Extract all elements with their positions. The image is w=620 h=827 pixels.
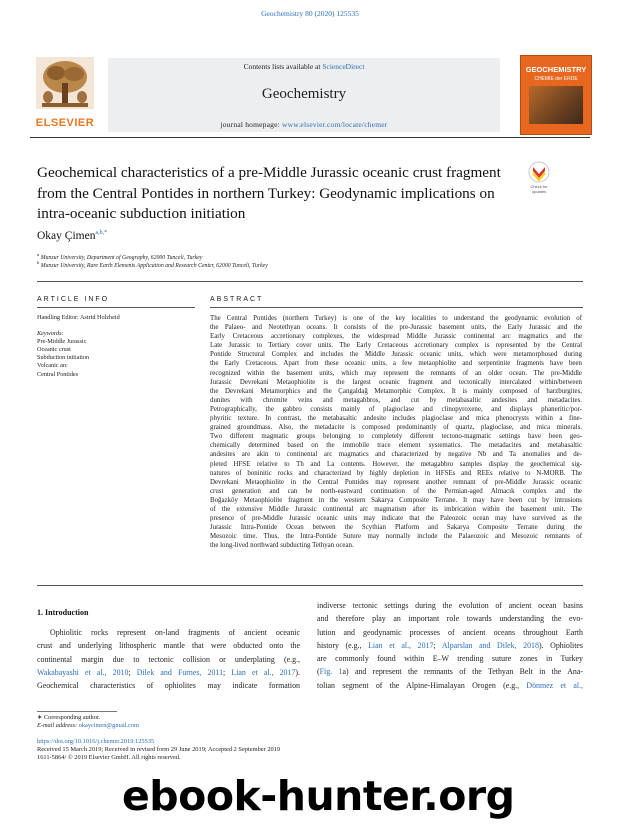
abstract-divider [210,307,583,308]
keyword: Subduction initiation [37,354,90,362]
title-line: Geochemical characteristics of a pre-Middle Jurassic oceanic crust fragment [37,164,501,181]
handling-editor: Handling Editor: Astrid Holzheid [37,314,120,321]
corresponding-label: Corresponding author. [43,714,101,721]
abstract-heading: ABSTRACT [210,296,264,303]
abstract-line: Mesozoic time. Thus, the Intra-Pontide Suture may normally include the Palaeozoic and Mesozoic remnants of [210,533,582,541]
abstract-line: recognized within the basement units, which may represent the remnants of an older ocean. The pre-Middle [210,369,582,377]
affiliation-text: Munzur University, Rare Earth Elements Application and Research Center, 62000 Tunceli, Turkey [40,262,268,269]
introduction-left-column [37,626,300,692]
abstract-line: presence of pre-Middle Jurassic oceanic units may indicate that the Paleozoic ocean may have survived as the [210,515,582,523]
title-line: from the Central Pontides in northern Turkey: Geodynamic implications on [37,184,495,202]
abstract-line: Devrekani Metaophiolite in the Central Pontides may represent another remnant of pre-Middle Jurassic oceanic [210,478,582,486]
journal-header [30,55,590,138]
divider [37,281,583,282]
journal-reference[interactable]: Geochemistry 80 (2020) 125535 [261,9,359,18]
abstract-line: Petrographically, the gabbro consists mainly of plagioclase and clinopyroxene, and displays phaneritic/por- [210,405,582,413]
elsevier-tree-icon [36,57,94,109]
keyword: Volcanic arc [37,362,68,370]
crossmark-badge[interactable] [524,161,554,197]
article-info-block [37,314,187,379]
abstract-line: Pontide Structural Complex and includes the Middle Jurassic oceanic units, which were metamorphosed during [210,351,582,359]
author-affiliation-marks[interactable]: a,b,* [95,230,108,237]
abstract-line: The Central Pontides (northern Turkey) is one of the key localities to understand the geodynamic evolution of [210,315,582,322]
abstract-line: crust generation and can be north-eastward continuation of the Permian-aged Almacık complex and the [210,487,582,495]
abstract-line: the Palaeo- and Neotethyan oceans. It consists of the pre-Jurassic basement units, the Early Jurassic and the [210,324,582,332]
abstract-line: of the extensive Middle Jurassic continental arc magmatism after its imbrication within the basement unit. The [210,505,582,513]
text-line: and therefore play an important role towards understanding the evo- [317,614,583,624]
homepage-line [108,120,500,129]
abstract-line: the Devrekani Metamorphics and the Çangaldağ Metamorphic Complex. It is mainly composed of harzburgites, [210,387,582,395]
text-line-with-citations[interactable]: tolian segment of the Alpine-Himalayan Orogen (e.g., Dönmez et al., [317,680,583,690]
abstract-line: Jurassic Intra-Pontide Ocean between the Scythian Platform and Sakarya Composite Terrane during the [210,524,582,532]
text-line: indiverse tectonic settings during the evolution of ancient ocean basins [317,601,583,610]
abstract-line: Early Cretaceous accretionary complexes, the widespread Middle Jurassic continental arc magmatics and the [210,333,582,341]
abstract-body [210,314,582,550]
author-line [37,230,107,242]
keyword: Pre-Middle Jurassic [37,338,87,346]
divider [37,585,583,586]
text-line: continental margin due to tectonic collision or underplating (e.g., [37,654,300,664]
abstract-line: the Early Cretaceous. Apart from these oceanic units, a few metaophiolite and serpentinite fragments have been [210,360,582,368]
abstract-line: natures of boninitic rocks and characterized by highly depletion in HFSEs and REEs relative to N-MORB. The [210,469,582,477]
abstract-line: andesites are akin to continental arc magmatics and characterized by negative Nb and Ta anomalies and de- [210,451,582,459]
abstract-line: grained groundmass. Also, the metadacite is composed predominantly of quartz, plagioclase, and mica minerals. [210,424,582,432]
homepage-prefix: journal homepage: [220,120,282,129]
title-line: intra-oceanic subduction initiation [37,205,246,222]
author-name[interactable]: Okay Çimen [37,230,96,242]
crossmark-label: Check for updates [530,184,548,194]
affiliation-text: Munzur University, Department of Geography, 62000 Tunceli, Turkey [40,254,203,261]
keywords-label: Keywords: [37,330,64,338]
article-info-heading: ARTICLE INFO [37,296,110,303]
text-line: crust and underlying lithospheric mantle that were obducted onto the [37,641,300,651]
introduction-heading: 1. Introduction [37,608,89,617]
keyword: Central Pontides [37,370,79,378]
asterisk-mark: ∗ [37,714,44,721]
text-line: Ophiolitic rocks represent on-land fragments of ancient oceanic [50,628,300,637]
footnote-divider [37,711,117,712]
elsevier-wordmark: ELSEVIER [35,117,95,129]
doi-link[interactable]: https://doi.org/10.1016/j.chemer.2019.125535 [37,738,155,745]
text-line: lution and geodynamic processes of ancient oceans throughout Earth [317,627,583,637]
corresponding-footnote [37,714,100,721]
homepage-link[interactable]: www.elsevier.com/locate/chemer [282,120,388,129]
publication-footer [37,738,280,763]
crossmark-icon [524,161,554,185]
cover-image [529,86,583,124]
contents-line [108,62,500,71]
journal-name: Geochemistry [261,86,347,102]
contents-prefix: Contents lists available at [243,62,323,71]
abstract-line: Boğazköy Metaophiolite fragment in the western Sakarya Composite Terrane. It may have been cut by intrusions [210,496,582,504]
keyword: Oceanic crust [37,346,71,354]
email-link[interactable]: okaycimen@gmail.com [78,722,139,729]
elsevier-logo[interactable] [30,55,100,135]
article-info-divider [37,307,195,308]
abstract-line: dunites with chromite veins and metagabbros, and cut by metabasaltic andesites and metadacites. [210,396,582,404]
cover-title: GEOCHEMISTRY [525,65,587,74]
abstract-line: Late Jurassic to Tertiary cover units. The Early Cretaceous accretionary complex is represented by the Central [210,342,582,350]
journal-cover-thumbnail[interactable] [520,55,592,135]
email-footnote [37,722,139,729]
abstract-line: Two different magmatic groups belonging to completely different tectono-magmatic settings have been geo- [210,433,582,441]
text-line-with-citations[interactable]: Wakabayashi et al., 2010; Dilek and Furnes, 2011; Lian et al., 2017). [37,667,300,677]
email-label: E-mail address: [37,722,79,729]
watermark: ebook-hunter.org [122,772,515,820]
text-line: Geochemical characteristics of ophiolites may indicate formation [37,681,300,691]
copyright-line: 1611-5864/ © 2019 Elsevier GmbH. All rights reserved. [37,754,181,762]
affiliation-b [37,260,268,269]
abstract-line: Jurassic Devrekani Metaophiolite is the largest oceanic fragment and tectonically intercalated within/between [210,378,582,386]
abstract-line: chemically determined based on the immobile trace element systematics. The metadacites and metabasaltic [210,442,582,450]
text-line-with-figure-link[interactable]: (Fig. 1a) and represent the remnants of the Tethyan Belt in the Ana- [317,667,584,677]
affiliation-mark: a [37,252,40,257]
affiliation-mark: b [37,260,40,265]
abstract-line: pleted HFSE relative to Th and La contents. However, the metagabbro samples display the geochemical sig- [210,460,582,468]
journal-info-band [108,58,500,132]
introduction-right-column [317,599,583,692]
article-title [37,163,507,225]
abstract-line: phyritic texture. In contrast, the metabasaltic andesite includes plagioclase and mica phenocrysts within a fine- [210,415,582,423]
sciencedirect-link[interactable]: ScienceDirect [322,62,365,71]
abstract-line: the long-lived northward subducting Tethyan ocean. [210,542,354,550]
text-line-with-citations[interactable]: history (e.g., Lian et al., 2017; Alparslan and Dilek, 2018). Ophiolites [317,640,584,650]
text-line: are commonly found within E–W trending suture zones in Turkey [317,654,583,664]
received-dates: Received 15 March 2019; Received in revised form 29 June 2019; Accepted 2 September 2019 [37,746,281,754]
cover-subtitle: CHEMIE der ERDE [534,76,578,82]
